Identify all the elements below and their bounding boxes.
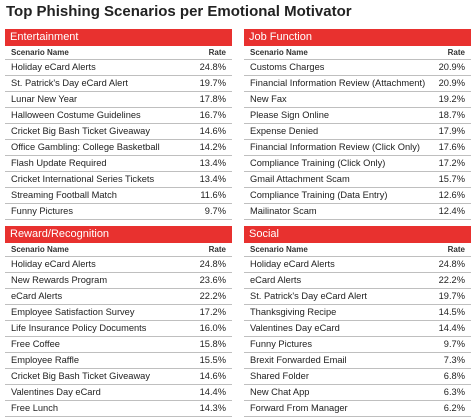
scenario-name: Employee Satisfaction Survey: [11, 307, 135, 317]
scenario-rate: 20.9%: [438, 62, 465, 72]
scenario-name: Financial Information Review (Click Only): [250, 142, 420, 152]
table-row: [244, 76, 471, 92]
table-row: [244, 289, 471, 305]
column-header-rate: Rate: [447, 245, 465, 254]
scenario-rate: 16.7%: [199, 110, 226, 120]
table-row: [5, 369, 232, 385]
panel-header: Reward/Recognition: [5, 226, 232, 243]
scenario-rate: 14.6%: [199, 371, 226, 381]
scenario-name: New Chat App: [250, 387, 310, 397]
scenario-rate: 14.3%: [199, 403, 226, 413]
scenario-name: Holiday eCard Alerts: [11, 259, 96, 269]
chart-title: Top Phishing Scenarios per Emotional Motivator: [6, 3, 352, 20]
table-row: [5, 257, 232, 273]
scenario-rate: 17.2%: [199, 307, 226, 317]
scenario-name: Financial Information Review (Attachment): [250, 78, 426, 88]
panel-header: Social: [244, 226, 471, 243]
scenario-rate: 12.6%: [438, 190, 465, 200]
scenario-name: eCard Alerts: [250, 275, 302, 285]
table-row: [244, 257, 471, 273]
table-row: [244, 401, 471, 417]
table-row: [5, 353, 232, 369]
table-row: [5, 188, 232, 204]
scenario-rate: 17.2%: [438, 158, 465, 168]
scenario-rate: 17.6%: [438, 142, 465, 152]
column-header-rate: Rate: [208, 48, 226, 57]
column-header-scenario: Scenario Name: [250, 48, 308, 57]
scenario-rate: 14.4%: [199, 387, 226, 397]
scenario-rate: 13.4%: [199, 158, 226, 168]
scenario-name: Life Insurance Policy Documents: [11, 323, 147, 333]
table-row: [5, 204, 232, 220]
scenario-name: Mailinator Scam: [250, 206, 317, 216]
scenario-name: Valentines Day eCard: [250, 323, 340, 333]
table-row: [244, 337, 471, 353]
scenario-rate: 6.8%: [443, 371, 465, 381]
scenario-name: Forward From Manager: [250, 403, 348, 413]
column-header-row: [5, 243, 232, 257]
table-row: [244, 321, 471, 337]
scenario-name: Expense Denied: [250, 126, 319, 136]
table-row: [244, 369, 471, 385]
panel-job-function: [244, 29, 471, 220]
scenario-rate: 24.8%: [199, 259, 226, 269]
scenario-rate: 15.7%: [438, 174, 465, 184]
scenario-rate: 19.7%: [438, 291, 465, 301]
table-row: [244, 124, 471, 140]
panel-social: [244, 226, 471, 417]
scenario-rate: 9.7%: [204, 206, 226, 216]
table-row: [244, 273, 471, 289]
scenario-name: eCard Alerts: [11, 291, 63, 301]
column-header-scenario: Scenario Name: [11, 48, 69, 57]
table-row: [5, 337, 232, 353]
scenario-name: Free Lunch: [11, 403, 59, 413]
scenario-rate: 13.4%: [199, 174, 226, 184]
table-row: [244, 385, 471, 401]
table-row: [244, 188, 471, 204]
scenario-name: Gmail Attachment Scam: [250, 174, 350, 184]
scenario-rate: 16.0%: [199, 323, 226, 333]
scenario-rate: 24.8%: [438, 259, 465, 269]
table-row: [244, 305, 471, 321]
scenario-name: St. Patrick's Day eCard Alert: [250, 291, 367, 301]
scenario-name: Lunar New Year: [11, 94, 78, 104]
table-row: [244, 60, 471, 76]
scenario-rate: 7.3%: [443, 355, 465, 365]
column-header-row: [244, 243, 471, 257]
table-row: [5, 273, 232, 289]
panel-entertainment: [5, 29, 232, 220]
scenario-name: New Rewards Program: [11, 275, 108, 285]
scenario-name: St. Patrick's Day eCard Alert: [11, 78, 128, 88]
scenario-rate: 14.5%: [438, 307, 465, 317]
scenario-rate: 17.8%: [199, 94, 226, 104]
scenario-rate: 19.7%: [199, 78, 226, 88]
table-row: [5, 321, 232, 337]
scenario-rate: 12.4%: [438, 206, 465, 216]
scenario-name: Funny Pictures: [11, 206, 74, 216]
scenario-rate: 19.2%: [438, 94, 465, 104]
table-row: [5, 140, 232, 156]
scenario-name: Office Gambling: College Basketball: [11, 142, 160, 152]
scenario-name: Halloween Costume Guidelines: [11, 110, 141, 120]
scenario-name: Compliance Training (Data Entry): [250, 190, 388, 200]
column-header-row: [5, 46, 232, 60]
scenario-rate: 6.2%: [443, 403, 465, 413]
panel-reward-recognition: [5, 226, 232, 417]
scenario-rate: 14.2%: [199, 142, 226, 152]
scenario-name: Thanksgiving Recipe: [250, 307, 337, 317]
table-row: [5, 156, 232, 172]
table-row: [244, 108, 471, 124]
scenario-name: New Fax: [250, 94, 287, 104]
scenario-name: Shared Folder: [250, 371, 309, 381]
table-row: [5, 60, 232, 76]
scenario-rate: 22.2%: [438, 275, 465, 285]
scenario-rate: 14.6%: [199, 126, 226, 136]
scenario-rate: 6.3%: [443, 387, 465, 397]
scenario-rate: 14.4%: [438, 323, 465, 333]
scenario-name: Flash Update Required: [11, 158, 107, 168]
column-header-scenario: Scenario Name: [250, 245, 308, 254]
table-row: [244, 140, 471, 156]
scenario-rate: 22.2%: [199, 291, 226, 301]
scenario-rate: 15.5%: [199, 355, 226, 365]
table-row: [5, 401, 232, 417]
column-header-row: [244, 46, 471, 60]
scenario-name: Free Coffee: [11, 339, 60, 349]
scenario-rate: 11.6%: [200, 190, 226, 200]
scenario-name: Valentines Day eCard: [11, 387, 101, 397]
scenario-rate: 9.7%: [443, 339, 465, 349]
scenario-name: Streaming Football Match: [11, 190, 117, 200]
scenario-rate: 23.6%: [199, 275, 226, 285]
table-row: [5, 124, 232, 140]
scenario-rate: 20.9%: [438, 78, 465, 88]
panel-header: Job Function: [244, 29, 471, 46]
scenario-rate: 24.8%: [199, 62, 226, 72]
column-header-scenario: Scenario Name: [11, 245, 69, 254]
scenario-name: Holiday eCard Alerts: [11, 62, 96, 72]
table-row: [5, 108, 232, 124]
scenario-name: Funny Pictures: [250, 339, 313, 349]
column-header-rate: Rate: [208, 245, 226, 254]
scenario-rate: 18.7%: [438, 110, 465, 120]
table-row: [244, 204, 471, 220]
table-row: [244, 156, 471, 172]
column-header-rate: Rate: [447, 48, 465, 57]
scenario-name: Please Sign Online: [250, 110, 330, 120]
scenario-rate: 15.8%: [199, 339, 226, 349]
scenario-name: Customs Charges: [250, 62, 325, 72]
table-row: [244, 92, 471, 108]
scenario-name: Cricket International Series Tickets: [11, 174, 155, 184]
scenario-name: Compliance Training (Click Only): [250, 158, 386, 168]
table-row: [5, 305, 232, 321]
scenario-name: Employee Raffle: [11, 355, 80, 365]
table-row: [5, 76, 232, 92]
table-row: [244, 172, 471, 188]
table-row: [5, 289, 232, 305]
scenario-name: Cricket Big Bash Ticket Giveaway: [11, 126, 150, 136]
scenario-rate: 17.9%: [438, 126, 465, 136]
panel-header: Entertainment: [5, 29, 232, 46]
table-row: [5, 385, 232, 401]
scenario-name: Brexit Forwarded Email: [250, 355, 347, 365]
table-row: [5, 92, 232, 108]
table-row: [244, 353, 471, 369]
scenario-name: Holiday eCard Alerts: [250, 259, 335, 269]
scenario-name: Cricket Big Bash Ticket Giveaway: [11, 371, 150, 381]
table-row: [5, 172, 232, 188]
